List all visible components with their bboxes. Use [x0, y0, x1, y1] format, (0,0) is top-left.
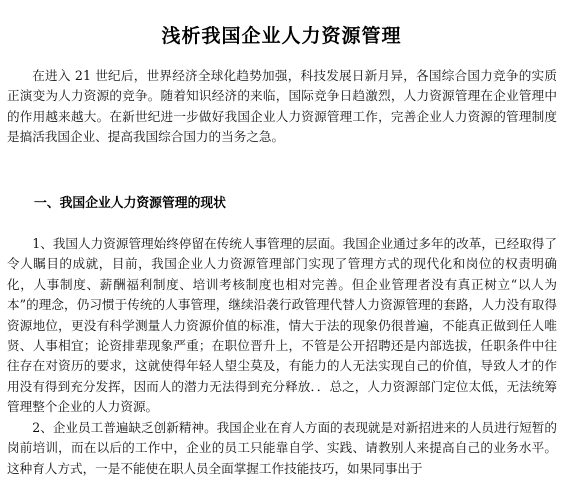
section-heading: 一、我国企业人力资源管理的现状: [34, 196, 226, 211]
body-paragraph-2: 2、企业员工普遍缺乏创新精神。我国企业在育人方面的表现就是对新招进来的人员进行短暂的岗前培训，而在以后的工作中，企业的员工只能靠自学、实践、请教别人来提高自己的业务水平。这种育人方式，一是不能使在职人员全面掌握工作技能技巧，如果同事出于: [7, 420, 557, 476]
document-title: 浅析我国企业人力资源管理: [161, 24, 402, 47]
intro-paragraph: 在进入 21 世纪后，世界经济全球化趋势加强，科技发展日新月异，各国综合国力竞争的实质正演变为人力资源的竞争。随着知识经济的来临，国际竞争日趋激烈，人力资源管理在企业管理中的作用越来越大。在新世纪进一步做好我国企业人力资源管理工作，完善企业人力资源的管理制度是搞活我国企业、提高我国综合国力的当务之急。: [7, 68, 557, 145]
body-paragraph-1: 1、我国人力资源管理始终停留在传统人事管理的层面。我国企业通过多年的改革，已经取得了令人瞩目的成就，目前，我国企业人力资源管理部门实现了管理方式的现代化和岗位的权责明确化，人事制度、薪酬福利制度、培训考核制度也相对完善。但企业管理者没有真正树立“以人为本”的理念，仍习惯于传统的人事管理，继续沿袭行政管理代替人力资源管理的套路，人力没有取得资源地位，更没有科学测量人力资源价值的标准，情大于法的现象仍很普遍，不能真正做到任人唯贤、人事相宜；论资排辈现象严重；在职位晋升上，不管是公开招聘还是内部选拔，任职条件中往往存在对资历的要求，这就使得年轻人望尘莫及，有能力的人无法实现自己的价值，导致人才的作用没有得到充分发挥，因而人的潜力无法得到充分释放．．总之，人力资源部门定位太低，无法统筹管理整个企业的人力资源。: [7, 236, 557, 415]
